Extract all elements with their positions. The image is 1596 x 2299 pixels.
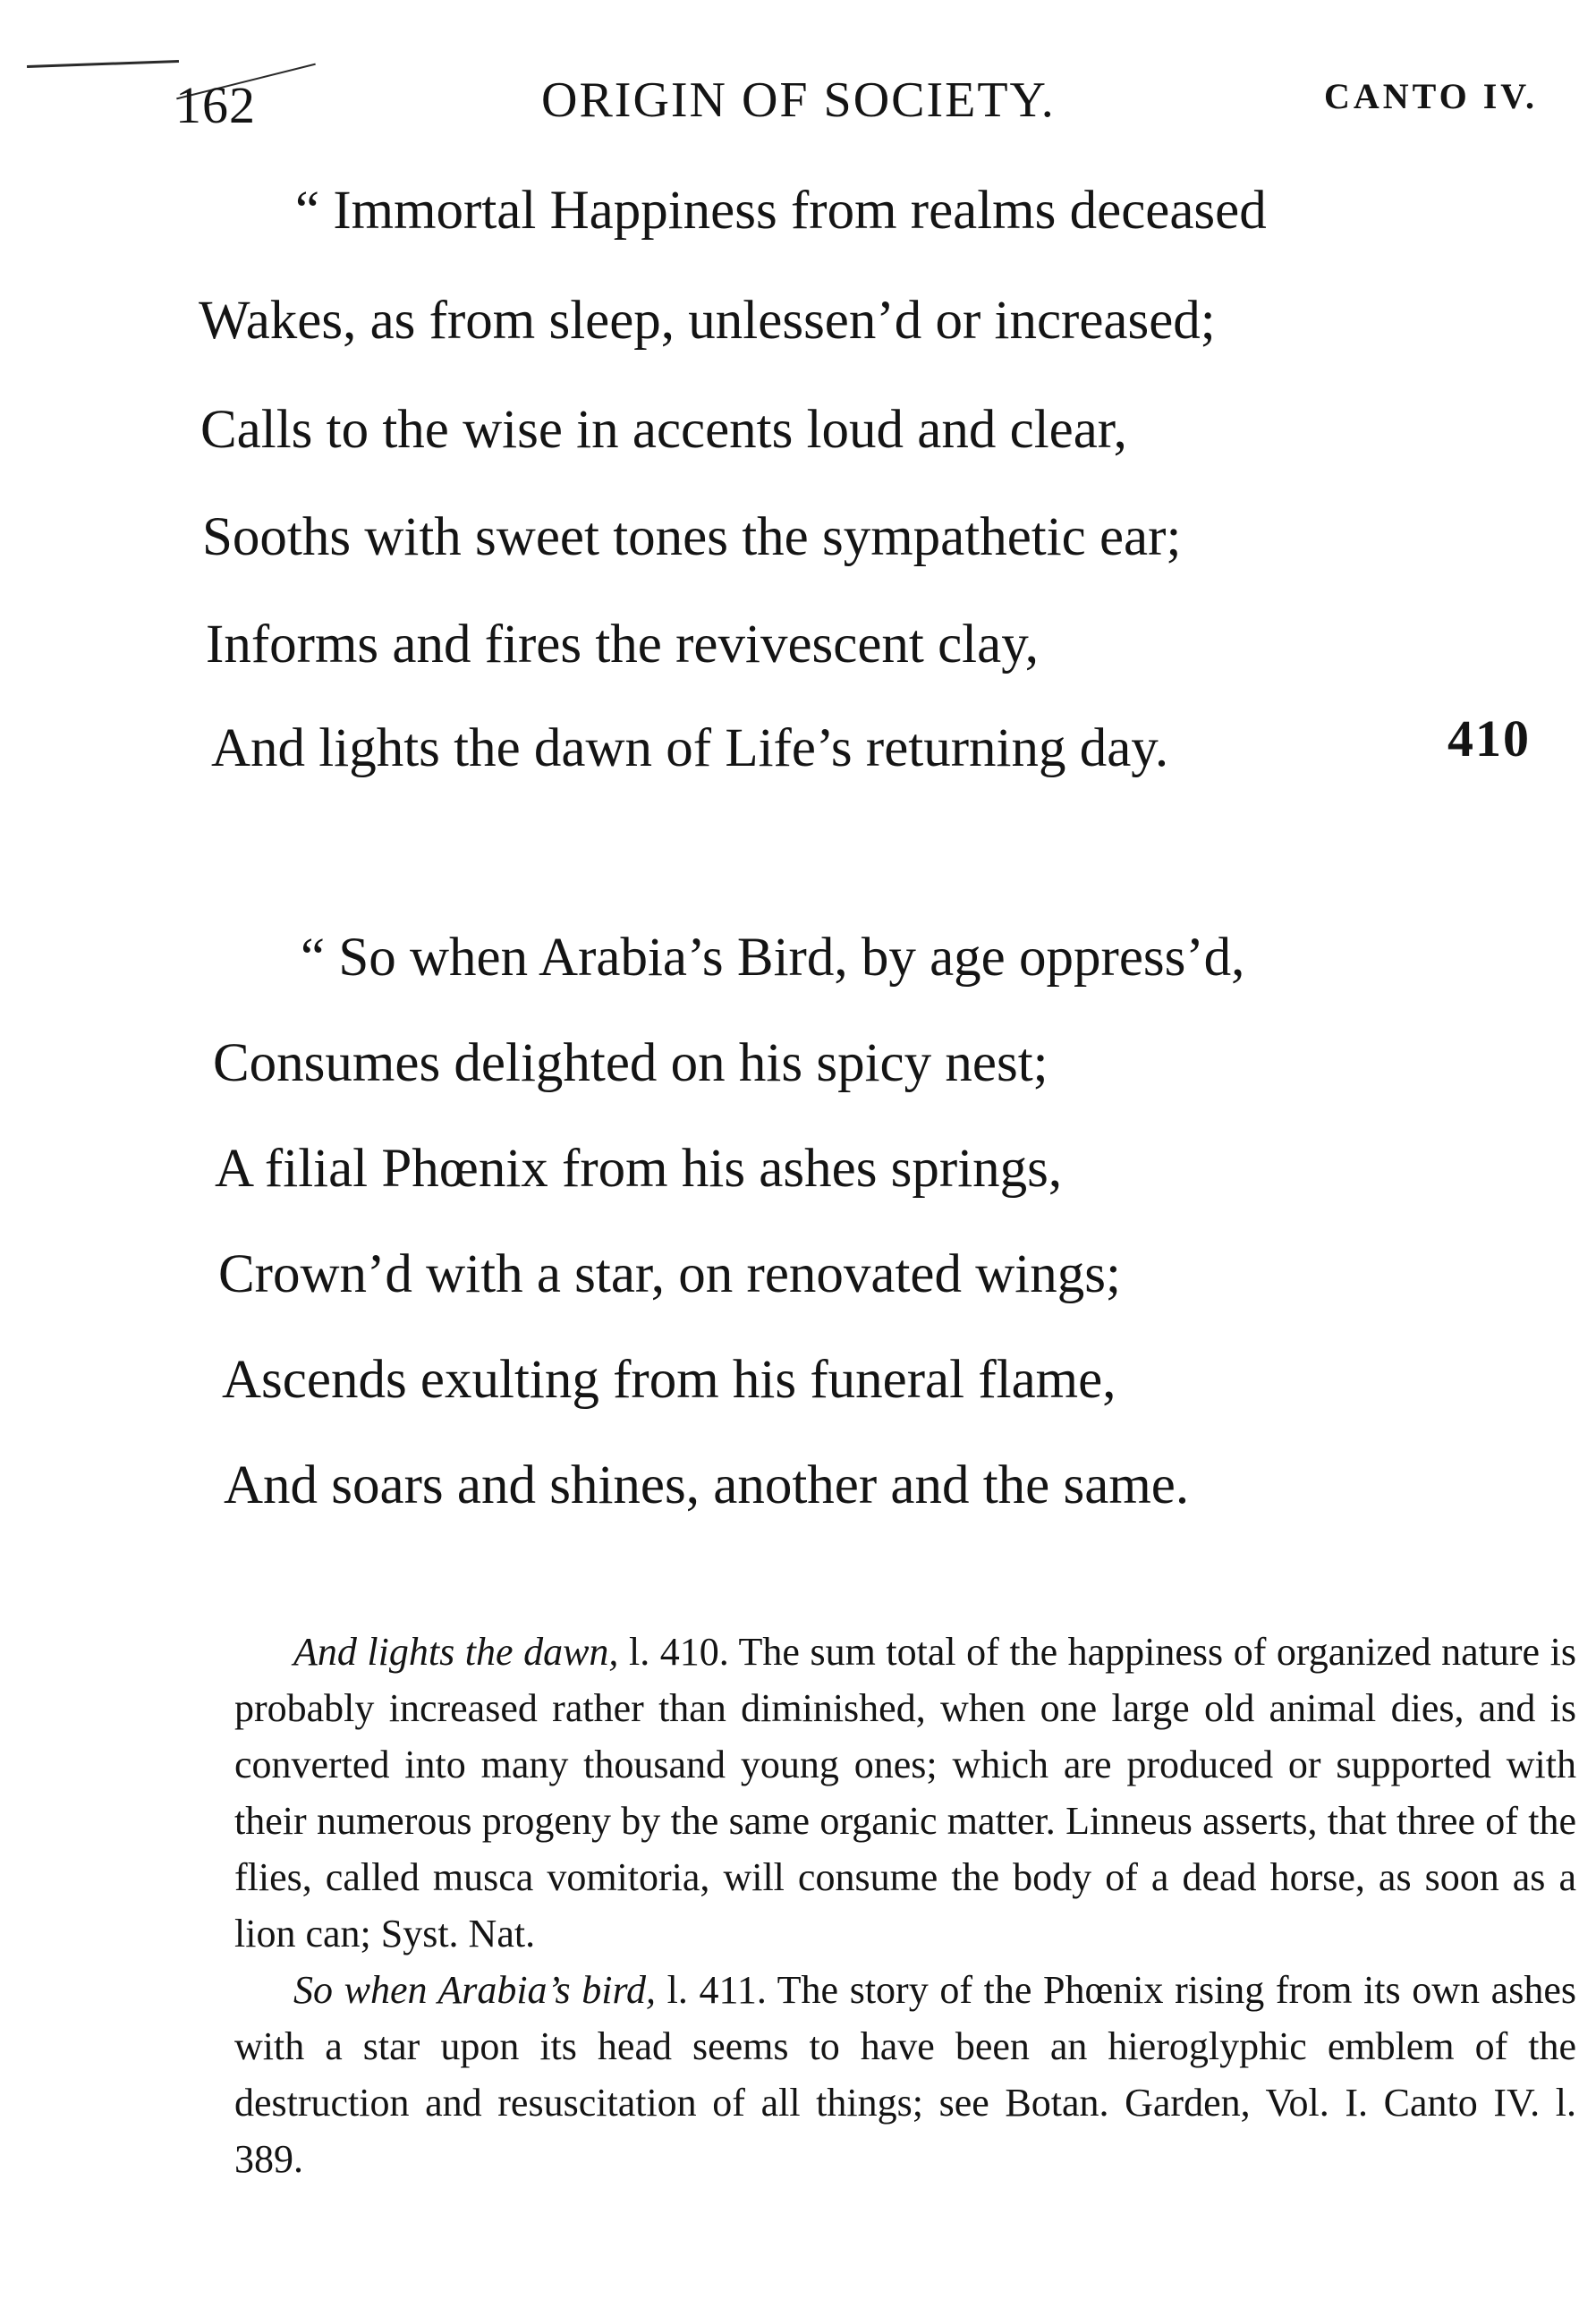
verse-line: Consumes delighted on his spicy nest;	[213, 1033, 1048, 1093]
verse-line: Sooths with sweet tones the sympathetic ear;	[202, 507, 1182, 567]
page-header	[0, 64, 1596, 136]
running-title: ORIGIN OF SOCIETY.	[541, 72, 1056, 128]
page-number: 162	[175, 76, 256, 134]
verse-line: Ascends exulting from his funeral flame,	[222, 1350, 1116, 1410]
footnote	[234, 1624, 1576, 1962]
verse-line: And soars and shines, another and the same.	[224, 1455, 1190, 1515]
verse-line: Wakes, as from sleep, unlessen’d or increased;	[199, 291, 1216, 351]
footnote-ref: And lights the dawn,	[293, 1630, 619, 1674]
verse-line: Crown’d with a star, on renovated wings;	[218, 1244, 1121, 1304]
verse-line: Informs and fires the revivescent clay,	[206, 615, 1039, 674]
line-number-410: 410	[1447, 709, 1531, 768]
verse-line: “ Immortal Happiness from realms deceased	[295, 181, 1267, 241]
footnote-text: l. 411. The story of the Phœnix rising from its own ashes with a star upon its head seems to have been an hieroglyphic emblem of the destruction and resuscitation of all things; see Botan. Garden, Vol. I. Canto IV. l. 389.	[234, 1968, 1576, 2181]
footnote	[234, 1962, 1576, 2187]
footnotes	[234, 1624, 1576, 2187]
canto-label: CANTO IV.	[1324, 76, 1539, 116]
footnote-text: l. 410. The sum total of the happiness of organized nature is probably increased rather than diminished, when one large old animal dies, and is converted into many thousand young ones; which are produced or supported with their numerous progeny by the same organic matter. Linneus asserts, that three of the flies, called musca vomitoria, will consume the body of a dead horse, as soon as a lion can; Syst. Nat.	[234, 1630, 1576, 1955]
footnote-ref: So when Arabia’s bird,	[293, 1968, 656, 2012]
verse-line: And lights the dawn of Life’s returning day.	[211, 718, 1169, 778]
verse-line: A filial Phœnix from his ashes springs,	[215, 1139, 1063, 1199]
verse-line: “ So when Arabia’s Bird, by age oppress’d,	[301, 928, 1245, 988]
verse-line: Calls to the wise in accents loud and clear,	[200, 400, 1127, 460]
